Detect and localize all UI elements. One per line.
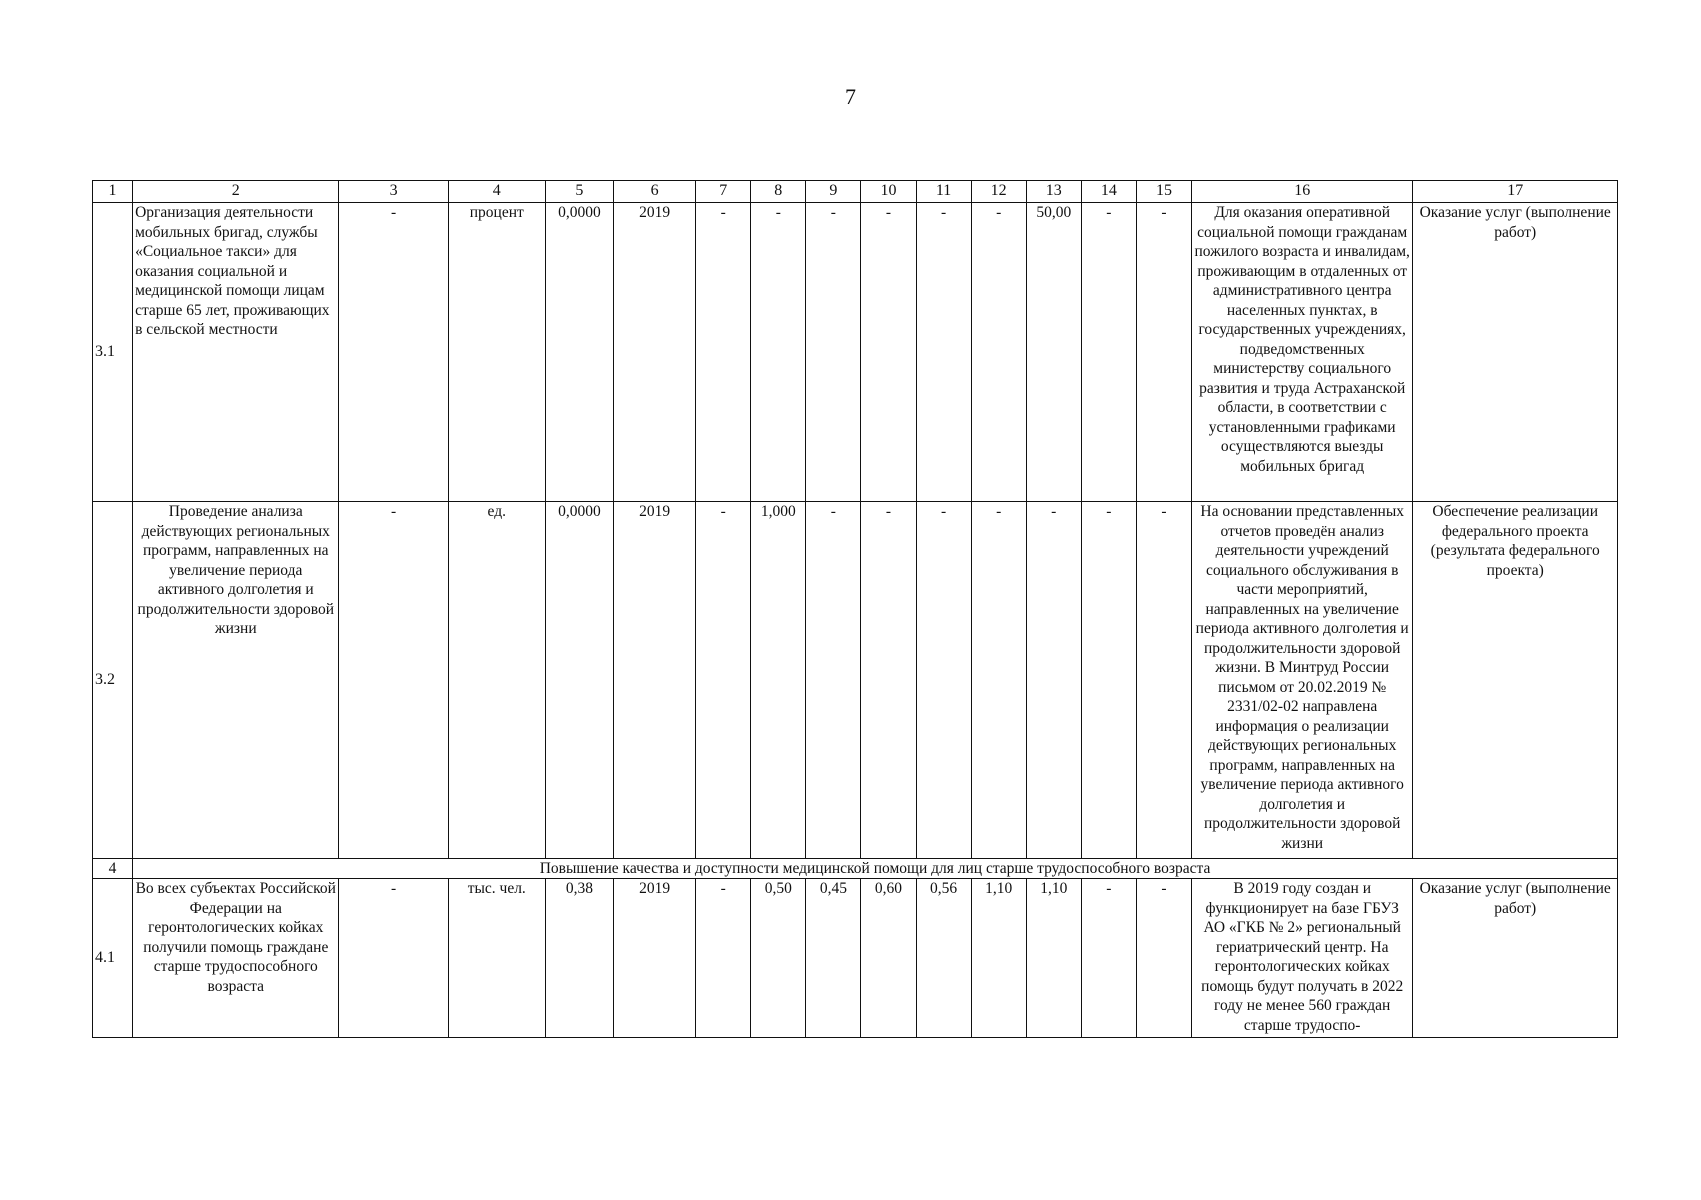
- cell-col15: -: [1136, 879, 1191, 1038]
- cell-col11: 0,56: [916, 879, 971, 1038]
- cell-col12: -: [971, 203, 1026, 502]
- measure-name: Во всех субъектах Российской Федерации на геронтологических койках получили помощь граждане старше трудоспособного возраста: [133, 879, 339, 1038]
- table-row: [93, 879, 1618, 1038]
- cell-col14: -: [1081, 502, 1136, 859]
- cell-col11: -: [916, 203, 971, 502]
- cell-col12: -: [971, 502, 1026, 859]
- cell-col3: -: [339, 879, 448, 1038]
- measure-name: Организация деятельности мобильных бригад, службы «Социальное такси» для оказания социальной и медицинской помощи лицам старше 65 лет, проживающих в сельской местности: [133, 203, 339, 502]
- base-year-cell: 2019: [613, 502, 695, 859]
- cell-col13: 50,00: [1026, 203, 1081, 502]
- header-row: [93, 181, 1618, 203]
- type-cell: Оказание услуг (выполнение работ): [1413, 203, 1618, 502]
- header-cell: 16: [1191, 181, 1412, 203]
- base-value-cell: 0,38: [545, 879, 613, 1038]
- cell-col8: -: [751, 203, 806, 502]
- header-cell: 13: [1026, 181, 1081, 203]
- base-value-cell: 0,0000: [545, 203, 613, 502]
- section-title: Повышение качества и доступности медицинской помощи для лиц старше трудоспособного возраста: [133, 859, 1618, 879]
- cell-col9: -: [806, 203, 861, 502]
- header-cell: 6: [613, 181, 695, 203]
- cell-col13: 1,10: [1026, 879, 1081, 1038]
- header-cell: 17: [1413, 181, 1618, 203]
- cell-col12: 1,10: [971, 879, 1026, 1038]
- header-cell: 9: [806, 181, 861, 203]
- cell-col10: -: [861, 203, 916, 502]
- base-value-cell: 0,0000: [545, 502, 613, 859]
- cell-col14: -: [1081, 879, 1136, 1038]
- unit-cell: ед.: [448, 502, 545, 859]
- measures-table: [92, 180, 1618, 1038]
- cell-col3: -: [339, 203, 448, 502]
- type-cell: Оказание услуг (выполнение работ): [1413, 879, 1618, 1038]
- header-cell: 1: [93, 181, 133, 203]
- base-year-cell: 2019: [613, 203, 695, 502]
- cell-col9: -: [806, 502, 861, 859]
- header-cell: 12: [971, 181, 1026, 203]
- header-cell: 15: [1136, 181, 1191, 203]
- cell-col7: -: [696, 879, 751, 1038]
- header-cell: 14: [1081, 181, 1136, 203]
- measure-name: Проведение анализа действующих региональных программ, направленных на увеличение периода активного долголетия и продолжительности здоровой жизни: [133, 502, 339, 859]
- cell-col10: -: [861, 502, 916, 859]
- row-id: 3.2: [93, 502, 133, 859]
- row-id: 3.1: [93, 203, 133, 502]
- info-cell: В 2019 году создан и функционирует на базе ГБУЗ АО «ГКБ № 2» региональный гериатрический центр. На геронтологических койках помощь будут получать в 2022 году не менее 560 граждан старше трудоспо-: [1191, 879, 1412, 1038]
- row-id: 4.1: [93, 879, 133, 1038]
- header-cell: 4: [448, 181, 545, 203]
- unit-cell: процент: [448, 203, 545, 502]
- cell-col8: 0,50: [751, 879, 806, 1038]
- cell-col7: -: [696, 203, 751, 502]
- section-row: [93, 859, 1618, 879]
- info-cell: Для оказания оперативной социальной помощи гражданам пожилого возраста и инвалидам, проживающим в отдаленных от административного центра населенных пунктах, в государственных учреждениях, подведомственных министерству социального развития и труда Астраханской области, в соответствии с установленными графиками осуществляются выезды мобильных бригад: [1191, 203, 1412, 502]
- header-cell: 7: [696, 181, 751, 203]
- cell-col14: -: [1081, 203, 1136, 502]
- cell-col3: -: [339, 502, 448, 859]
- header-cell: 2: [133, 181, 339, 203]
- table-row: [93, 502, 1618, 859]
- cell-col10: 0,60: [861, 879, 916, 1038]
- header-cell: 11: [916, 181, 971, 203]
- info-cell: На основании представленных отчетов проведён анализ деятельности учреждений социального обслуживания в части мероприятий, направленных на увеличение периода активного долголетия и продолжительности здоровой жизни. В Минтруд России письмом от 20.02.2019 № 2331/02-02 направлена информация о реализации действующих региональных программ, направленных на увеличение периода активного долголетия и продолжительности здоровой жизни: [1191, 502, 1412, 859]
- cell-col8: 1,000: [751, 502, 806, 859]
- cell-col11: -: [916, 502, 971, 859]
- type-cell: Обеспечение реализации федерального проекта (результата федерального проекта): [1413, 502, 1618, 859]
- base-year-cell: 2019: [613, 879, 695, 1038]
- header-cell: 5: [545, 181, 613, 203]
- cell-col13: -: [1026, 502, 1081, 859]
- header-cell: 10: [861, 181, 916, 203]
- cell-col15: -: [1136, 502, 1191, 859]
- cell-col7: -: [696, 502, 751, 859]
- unit-cell: тыс. чел.: [448, 879, 545, 1038]
- page-number: 7: [845, 84, 856, 109]
- section-id: 4: [93, 859, 133, 879]
- table-row: [93, 203, 1618, 502]
- cell-col15: -: [1136, 203, 1191, 502]
- header-cell: 8: [751, 181, 806, 203]
- cell-col9: 0,45: [806, 879, 861, 1038]
- header-cell: 3: [339, 181, 448, 203]
